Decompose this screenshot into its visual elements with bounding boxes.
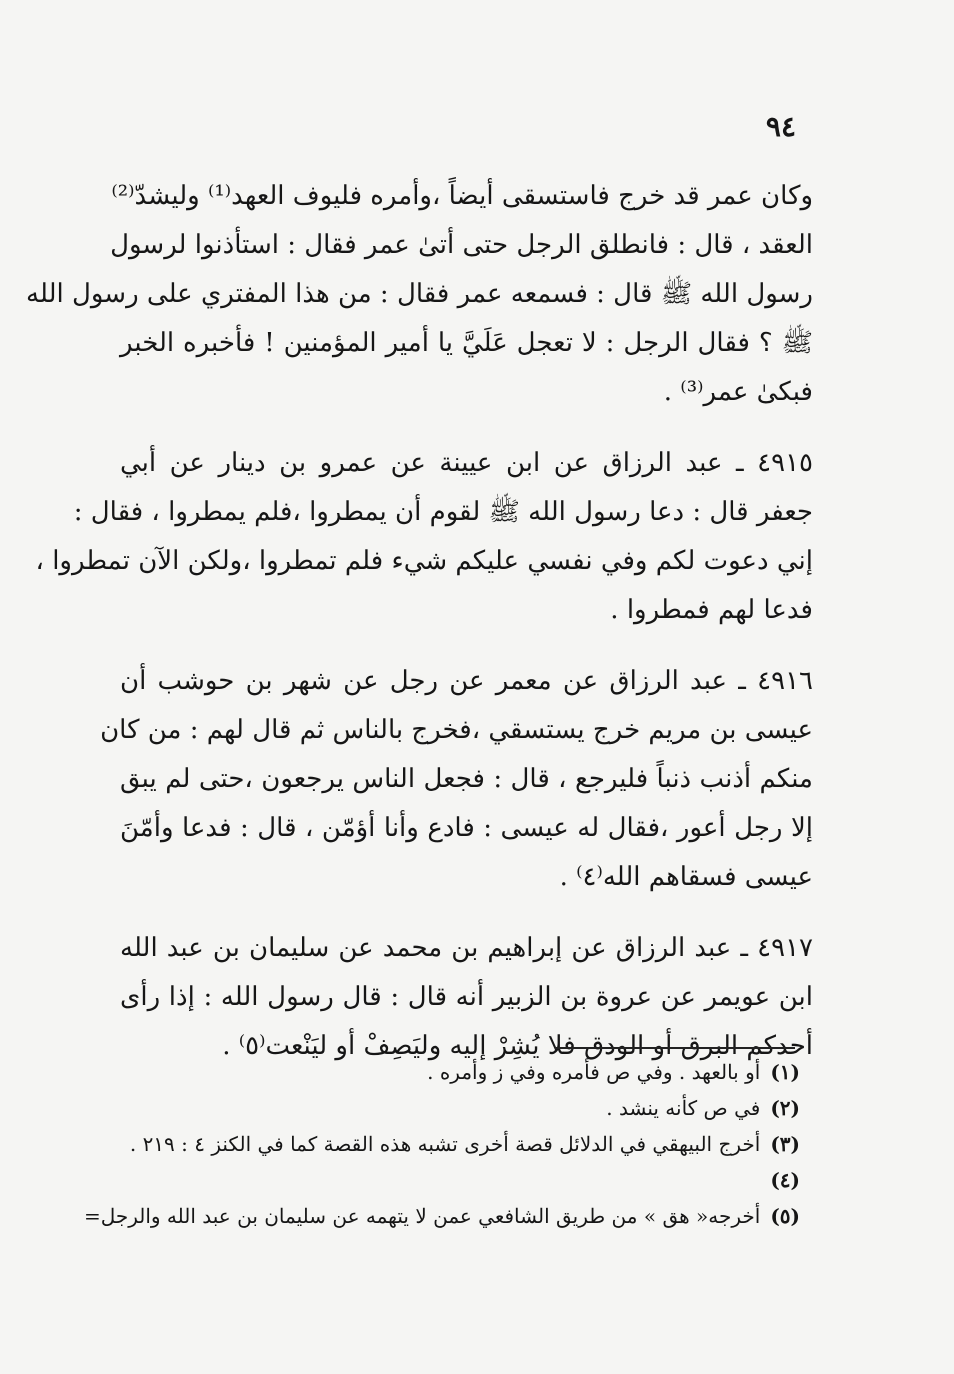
paragraph-gap [120,417,813,439]
paragraph-gap [120,902,813,924]
footnote-number: (١) [770,1060,800,1084]
text-line: منكم أذنب ذنباً فليرجع ، قال : فجعل الناس يرجعون ،حتى لم يبق [120,764,813,794]
footnote-2 [110,1090,800,1126]
text-line: أحدكم البرق أو الودق فلا يُشِرْ إليه وليَصِفْ أو ليَنْعت⁽٥⁾ . [222,1031,813,1061]
page-number: ٩٤ [765,110,796,143]
footnote-text: أو بالعهد . وفي ص فأمره وفي ز وأمره . [427,1060,761,1084]
footnote-number: (٥) [770,1204,800,1228]
footnote-number: (٤) [770,1168,800,1192]
text-line: إلا رجل أعور ،فقال له عيسى : فادع وأنا أؤمّن ، قال : فدعا وأمّنَ [120,813,813,843]
text-line: وكان عمر قد خرج فاستسقى أيضاً ،وأمره فليوف العهد⁽¹⁾ وليشدّ⁽²⁾ [111,181,813,211]
text-line: ٤٩١٦ ـ عبد الرزاق عن معمر عن رجل عن شهر بن حوشب أن [120,666,813,696]
footnote-1 [110,1054,800,1090]
footnote-text: أخرجه« هق » من طريق الشافعي عمن لا يتهمه عن سليمان بن عبد الله والرجل= [83,1204,761,1228]
paragraph-hadith-4916 [100,657,813,902]
text-line: عيسى فسقاهم الله⁽٤⁾ . [559,862,813,892]
text-line: ٤٩١٥ ـ عبد الرزاق عن ابن عيينة عن عمرو بن دينار عن أبي [120,448,813,478]
text-line: العقد ، قال : فانطلق الرجل حتى أتىٰ عمر فقال : استأذنوا لرسول [110,230,813,260]
footnotes [83,1054,800,1234]
footnote-4 [110,1162,800,1198]
text-line: إني دعوت لكم وفي نفسي عليكم شيء فلم تمطروا ،ولكن الآن تمطروا ، [35,546,813,576]
footnote-text: في ص كأنه ينشد . [606,1096,761,1120]
text-line: ﷺ ؟ فقال الرجل : لا تعجل عَلَيَّ يا أمير المؤمنين ! فأخبره الخبر [120,328,813,358]
text-line: ٤٩١٧ ـ عبد الرزاق عن إبراهيم بن محمد عن سليمان بن عبد الله [120,933,813,963]
footnote-5 [83,1198,800,1234]
text-line: فدعا لهم فمطروا . [610,595,813,625]
main-text [26,172,813,1071]
footnote-3 [110,1126,800,1162]
text-line: جعفر قال : دعا رسول الله ﷺ لقوم أن يمطروا ،فلم يمطروا ، فقال : [73,497,813,527]
paragraph-hadith-4915 [35,439,813,635]
text-line: ابن عويمر عن عروة بن الزبير أنه قال : قال رسول الله : إذا رأى [120,982,813,1012]
footnote-number: (٢) [770,1096,800,1120]
paragraph-umar-istisqa [26,172,813,417]
paragraph-gap [120,635,813,657]
footnote-number: (٣) [770,1132,800,1156]
footnote-text: أخرج البيهقي في الدلائل قصة أخرى تشبه هذه القصة كما في الكنز ٤ : ٢١٩ . [129,1132,761,1156]
text-line: رسول الله ﷺ قال : فسمعه عمر فقال : من هذا المفتري على رسول الله [26,279,813,309]
text-line: فبكىٰ عمر⁽³⁾ . [663,377,813,407]
text-line: عيسى بن مريم خرج يستسقي ،فخرج بالناس ثم قال لهم : من كان [100,715,813,745]
footnote-divider [555,1047,795,1049]
